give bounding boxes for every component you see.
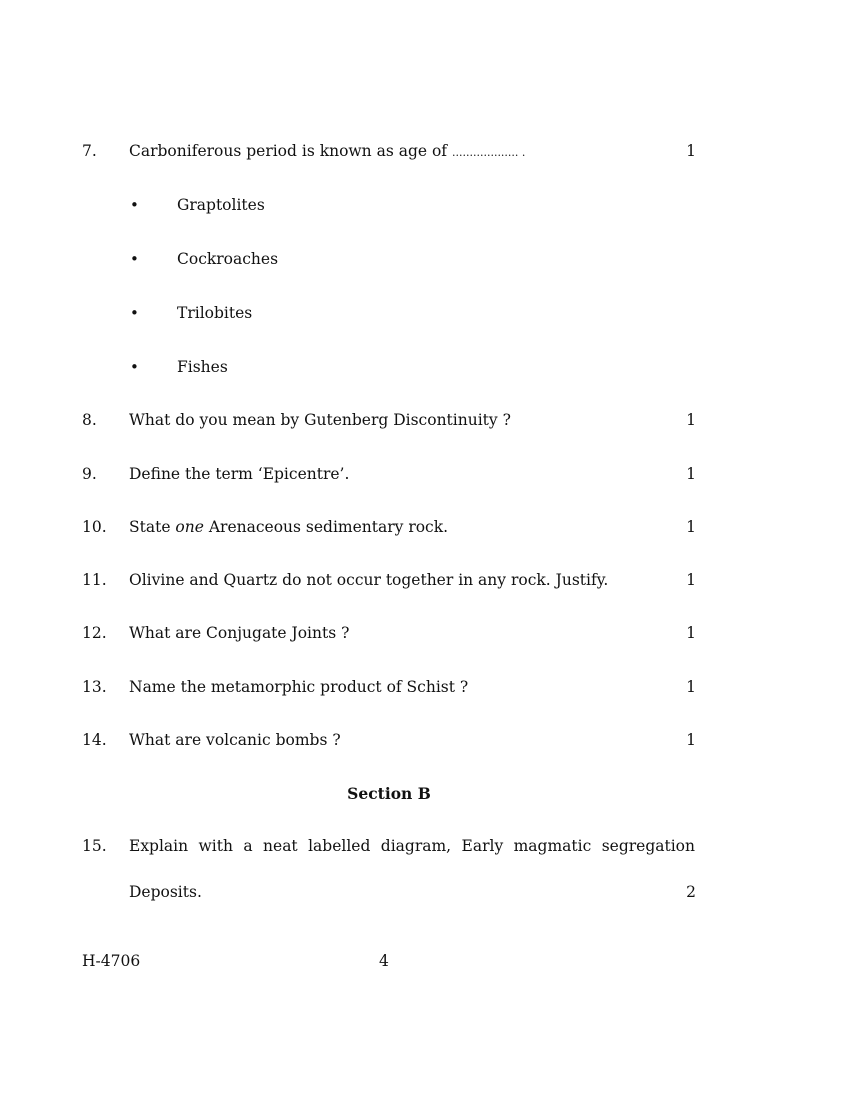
question-text-after: Arenaceous sedimentary rock. — [203, 518, 449, 536]
question-marks: 1 — [686, 465, 696, 483]
question-text-continued: Deposits. — [129, 883, 202, 901]
paper-code: H-4706 — [82, 952, 141, 970]
page-number: 4 — [379, 952, 389, 970]
question-text: What do you mean by Gutenberg Discontinuity ? — [129, 411, 511, 429]
option-text: Trilobites — [177, 304, 253, 322]
question-text-before: State — [129, 518, 176, 536]
bullet-icon: • — [130, 358, 139, 376]
question-text: Olivine and Quartz do not occur together in any rock. Justify. — [129, 571, 609, 589]
question-text: Explain with a neat labelled diagram, Early magmatic segregation — [129, 837, 695, 855]
option-text: Graptolites — [177, 196, 265, 214]
question-11 — [0, 571, 850, 593]
question-text: What are Conjugate Joints ? — [129, 624, 350, 642]
question-marks: 2 — [686, 883, 696, 901]
question-marks: 1 — [686, 142, 696, 160]
question-number: 13. — [82, 678, 107, 696]
question-text: What are volcanic bombs ? — [129, 731, 341, 749]
bullet-icon: • — [130, 304, 139, 322]
question-marks: 1 — [686, 678, 696, 696]
option-text: Fishes — [177, 358, 228, 376]
option-item — [0, 196, 850, 218]
question-number: 12. — [82, 624, 107, 642]
question-number: 8. — [82, 411, 97, 429]
question-text — [129, 142, 689, 160]
question-text — [129, 518, 689, 536]
question-number: 9. — [82, 465, 97, 483]
option-item — [0, 250, 850, 272]
bullet-icon: • — [130, 196, 139, 214]
question-15 — [0, 837, 850, 859]
question-14 — [0, 731, 850, 753]
section-b-heading: Section B — [347, 784, 431, 803]
option-text: Cockroaches — [177, 250, 279, 268]
question-number: 10. — [82, 518, 107, 536]
question-text: Name the metamorphic product of Schist ? — [129, 678, 469, 696]
question-text-main: Carboniferous period is known as age of — [129, 142, 448, 160]
question-marks: 1 — [686, 571, 696, 589]
question-text: Define the term ‘Epicentre’. — [129, 465, 350, 483]
question-number: 14. — [82, 731, 107, 749]
bullet-icon: • — [130, 250, 139, 268]
question-text-emphasis: one — [175, 518, 204, 536]
question-8 — [0, 411, 850, 433]
question-number: 15. — [82, 837, 107, 855]
question-7 — [0, 142, 850, 164]
option-item — [0, 358, 850, 380]
question-15-continued — [0, 883, 850, 905]
question-marks: 1 — [686, 518, 696, 536]
answer-blank: ................... . — [451, 146, 526, 159]
question-number: 7. — [82, 142, 97, 160]
question-marks: 1 — [686, 731, 696, 749]
question-marks: 1 — [686, 624, 696, 642]
question-12 — [0, 624, 850, 646]
question-number: 11. — [82, 571, 107, 589]
question-marks: 1 — [686, 411, 696, 429]
question-10 — [0, 518, 850, 540]
option-item — [0, 304, 850, 326]
question-9 — [0, 465, 850, 487]
question-13 — [0, 678, 850, 700]
